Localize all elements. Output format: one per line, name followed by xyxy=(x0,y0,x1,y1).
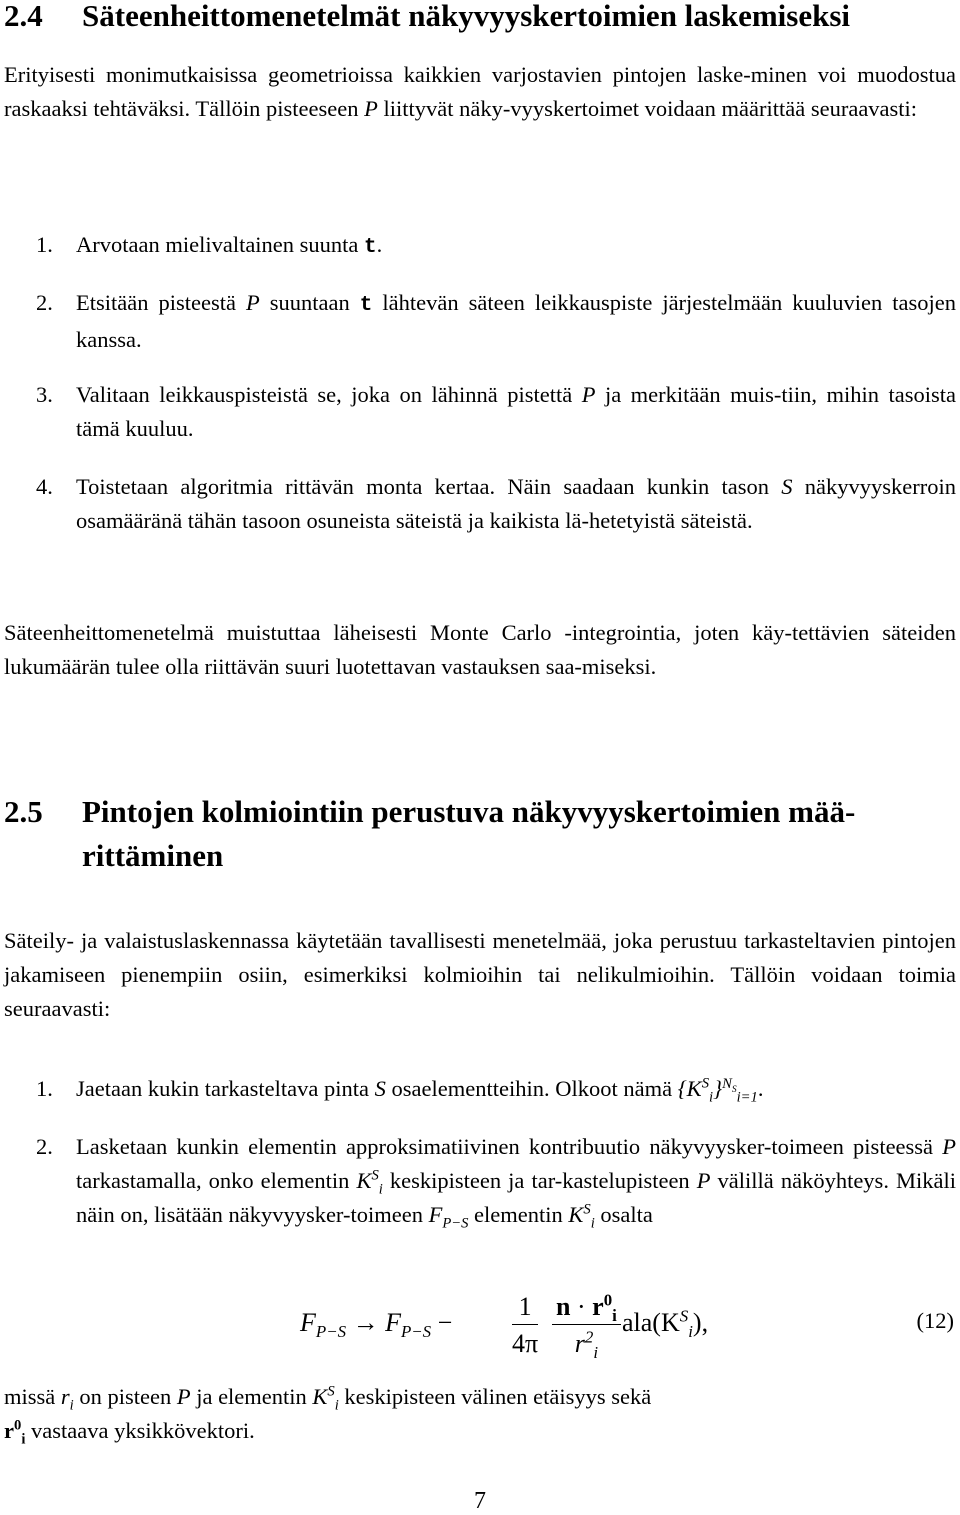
text: on pisteen xyxy=(73,1384,177,1409)
list-number: 4. xyxy=(36,474,53,499)
intro-text: liittyvät näky-vyyskertoimet voidaan määrittää seuraavasti: xyxy=(377,96,918,121)
math-var: S xyxy=(374,1076,386,1101)
text: lähtevän säteen leikkauspiste järjestelmään kuuluvien tasojen kanssa. xyxy=(76,290,956,352)
text: ja merkitään muis-tiin, mihin tasoista tämä kuuluu. xyxy=(76,382,956,441)
dot-symbol: · xyxy=(576,1292,586,1321)
superscript: S xyxy=(371,1167,379,1184)
subscript: i xyxy=(334,1397,339,1414)
text: ja elementin xyxy=(190,1384,313,1409)
list-item xyxy=(36,286,956,357)
list-item xyxy=(36,1130,956,1232)
element-set xyxy=(677,1075,758,1106)
text: F xyxy=(428,1202,443,1227)
vector-t: t xyxy=(359,294,373,317)
text: K xyxy=(568,1202,584,1227)
subscript: i xyxy=(709,1089,714,1106)
section-number: 2.5 xyxy=(4,794,43,829)
text: Toistetaan algoritmia rittävän monta kertaa. Näin saadaan kunkin tason xyxy=(76,474,782,499)
text: r xyxy=(574,1329,585,1358)
superscript: N xyxy=(722,1075,732,1092)
subscript: S xyxy=(731,1084,737,1095)
unit-vector xyxy=(4,1417,26,1448)
text: ala(K xyxy=(622,1308,680,1337)
fraction-numerator: 1 xyxy=(512,1292,538,1325)
superscript: S xyxy=(583,1201,591,1218)
math-var: P xyxy=(364,96,378,121)
intro-paragraph: Säteily- ja valaistuslaskennassa käytetään tavallisesti menetelmää, joka perustuu tarkasteltavien pintojen jakamiseen pienempiin osiin, esimerkiksi kolmioihin tai nelikulmioihin. Tällöin voidaan toimia seuraavasti: xyxy=(4,928,956,1021)
text: } xyxy=(713,1076,723,1101)
text: Lasketaan kunkin elementin approksimatiivinen kontribuutio näkyvyysker-toimeen pisteessä xyxy=(76,1134,943,1159)
list-item-text xyxy=(76,228,956,265)
text: r xyxy=(60,1384,70,1409)
text: näkyvyyskerroin osamääränä tähän tasoon osuneista säteistä ja kaikista lä-hetetyistä säteistä. xyxy=(76,474,956,533)
list-item xyxy=(36,1072,956,1106)
text: tarkastamalla, onko elementin xyxy=(76,1168,357,1193)
superscript: S xyxy=(327,1383,335,1400)
text: välillä näköyhteys. Mikäli näin on, lisätään näkyvyysker-toimeen xyxy=(76,1168,956,1227)
subscript: P−S xyxy=(442,1215,469,1232)
fraction-1-over-4pi xyxy=(512,1292,538,1361)
list-item-text xyxy=(76,1072,956,1106)
subscript: i xyxy=(69,1397,74,1414)
text: Arvotaan mielivaltainen suunta xyxy=(76,232,365,257)
vector-r: r xyxy=(592,1292,604,1321)
subscript: i xyxy=(688,1322,693,1342)
superscript: 0 xyxy=(603,1290,613,1310)
text: Etsitään pisteestä xyxy=(76,290,246,315)
equation-number: (12) xyxy=(916,1308,954,1333)
list-number: 2. xyxy=(36,290,53,315)
text: elementin xyxy=(468,1202,569,1227)
subscript: i xyxy=(378,1181,383,1198)
math-var: P xyxy=(245,290,260,315)
text: {K xyxy=(677,1076,702,1101)
fraction-numerator xyxy=(552,1292,621,1325)
text: K xyxy=(356,1168,372,1193)
section-number: 2.4 xyxy=(4,0,43,33)
list-item xyxy=(36,378,956,446)
subscript: P−S xyxy=(400,1322,432,1342)
text: keskipisteen välinen etäisyys sekä xyxy=(338,1384,652,1409)
arrow-symbol: → xyxy=(352,1308,379,1337)
math-var: S xyxy=(781,474,793,499)
text: osaelementteihin. Olkoot nämä xyxy=(385,1076,678,1101)
math-var: P xyxy=(696,1168,711,1193)
view-factor xyxy=(428,1202,469,1232)
list-item xyxy=(36,470,956,538)
list-item-text xyxy=(76,378,956,446)
subscript: i=1 xyxy=(736,1089,758,1106)
text: missä xyxy=(4,1384,61,1409)
fraction-n-dot-r xyxy=(552,1292,621,1361)
list-item xyxy=(36,228,956,265)
list-number: 1. xyxy=(36,1076,53,1101)
superscript: S xyxy=(701,1075,710,1092)
superscript: 2 xyxy=(584,1327,594,1347)
element-k xyxy=(568,1201,595,1232)
element-k xyxy=(312,1383,339,1414)
intro-paragraph xyxy=(4,58,956,126)
text: F xyxy=(300,1308,316,1337)
subscript: i xyxy=(593,1343,599,1363)
text: osalta xyxy=(594,1202,653,1227)
closing-paragraph: Säteenheittomenetelmä muistuttaa läheisesti Monte Carlo -integrointia, joten käy-tettävien säteiden lukumäärän tulee olla riittävän suuri luotettavan vastauksen saa-miseksi. xyxy=(4,620,956,679)
fraction-denominator xyxy=(552,1325,621,1361)
area-term xyxy=(622,1306,709,1342)
text: vastaava yksikkövektori. xyxy=(25,1418,255,1443)
subscript: i xyxy=(590,1215,595,1232)
superscript: 0 xyxy=(14,1417,22,1434)
list-number: 2. xyxy=(36,1134,53,1159)
section-heading-2-4 xyxy=(4,0,954,38)
list-number: 3. xyxy=(36,382,53,407)
list-item-text xyxy=(76,1130,956,1232)
vector-n: n xyxy=(556,1292,571,1321)
section-heading-2-5 xyxy=(4,790,954,878)
section-title: Pintojen kolmiointiin perustuva näkyvyyskertoimien mää-rittäminen xyxy=(82,794,856,873)
text: F xyxy=(385,1308,401,1337)
text: suuntaan xyxy=(259,290,360,315)
math-var: P xyxy=(942,1134,956,1159)
math-var: P xyxy=(581,382,596,407)
text: keskipisteen ja tar-kastelupisteen xyxy=(382,1168,697,1193)
equation-12 xyxy=(300,1288,956,1368)
text: . xyxy=(376,232,383,257)
text: K xyxy=(312,1384,328,1409)
superscript: S xyxy=(679,1306,689,1326)
subscript: i xyxy=(612,1306,617,1326)
page-number: 7 xyxy=(474,1488,486,1514)
subscript: P−S xyxy=(315,1322,347,1342)
list-number: 1. xyxy=(36,232,53,257)
distance-r xyxy=(60,1384,74,1414)
minus-symbol: − xyxy=(437,1308,453,1337)
list-item-text xyxy=(76,286,956,357)
math-var: P xyxy=(176,1384,191,1409)
intro-text: Erityisesti monimutkaisissa geometrioissa kaikkien varjostavien pintojen laske-minen voi muodostua raskaaksi tehtäväksi. Tällöin pisteeseen xyxy=(4,62,956,121)
text: Valitaan leikkauspisteistä se, joka on lähinnä pistettä xyxy=(76,382,582,407)
element-k xyxy=(356,1167,383,1198)
fraction-denominator: 4π xyxy=(512,1329,539,1358)
vector-t: t xyxy=(364,236,377,259)
subscript: i xyxy=(21,1431,26,1448)
equation-lhs xyxy=(300,1308,453,1342)
text: . xyxy=(757,1076,764,1101)
text: Jaetaan kukin tarkasteltava pinta xyxy=(76,1076,375,1101)
after-equation-paragraph xyxy=(4,1380,956,1448)
text: r xyxy=(4,1418,14,1443)
text: ), xyxy=(692,1308,709,1337)
list-item-text xyxy=(76,470,956,538)
section-title: Säteenheittomenetelmät näkyvyyskertoimien laskemiseksi xyxy=(82,0,851,33)
